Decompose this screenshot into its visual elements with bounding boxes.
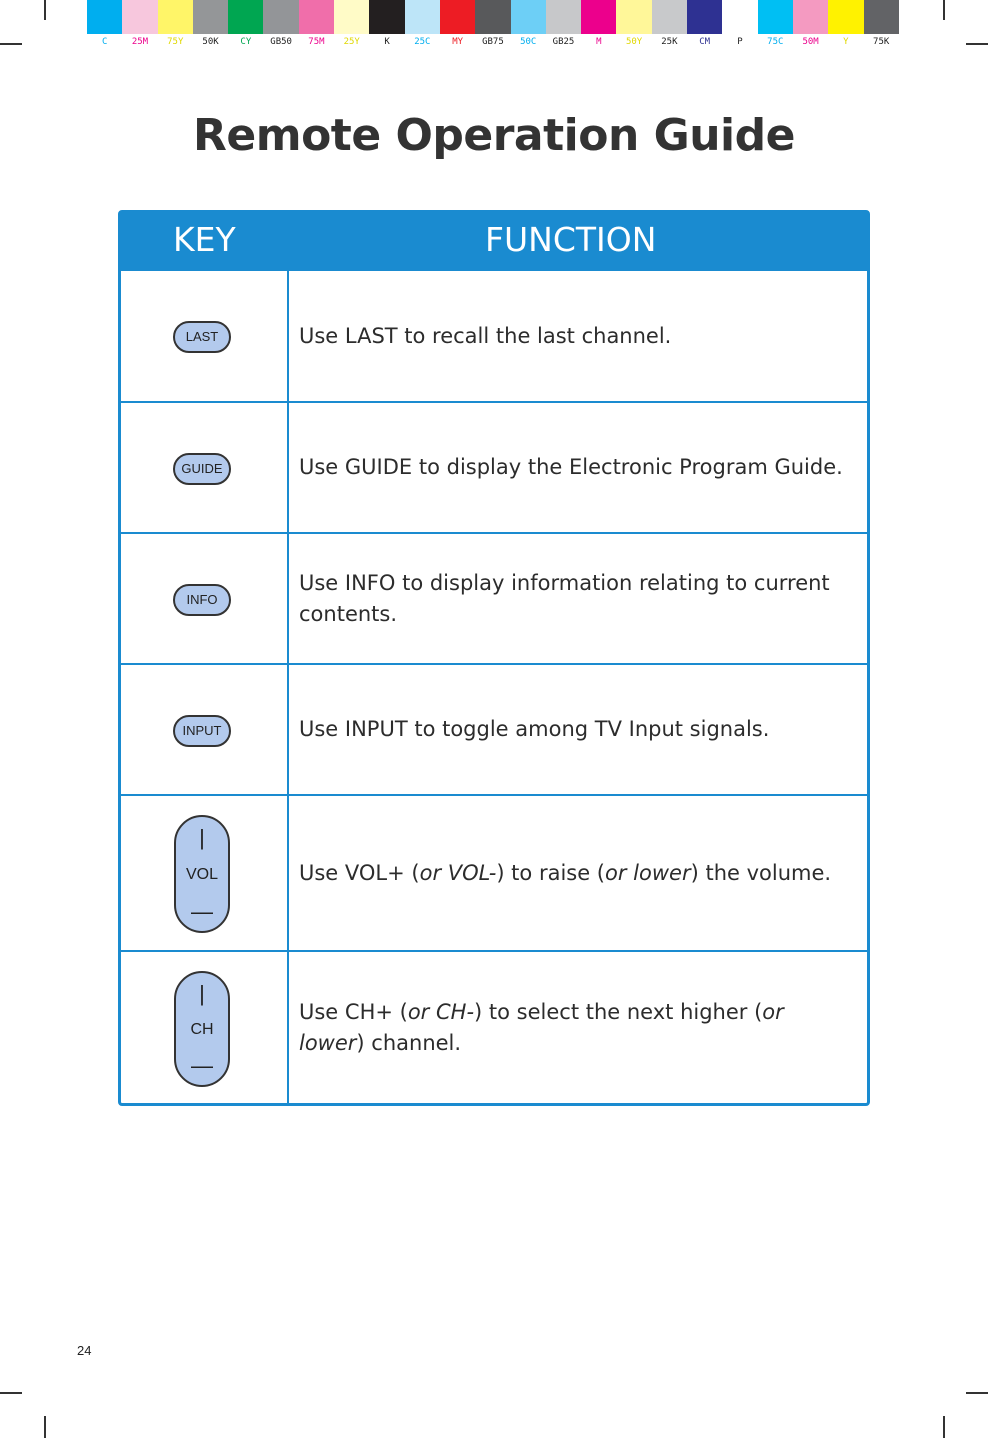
key-cell bbox=[121, 403, 289, 532]
minus-mark: — bbox=[191, 1052, 213, 1078]
color-swatch bbox=[440, 0, 475, 47]
function-description bbox=[299, 665, 847, 794]
color-swatch bbox=[263, 0, 298, 47]
swatch-label: 75M bbox=[308, 37, 325, 47]
color-swatch bbox=[369, 0, 404, 47]
crop-mark bbox=[966, 43, 988, 45]
table-header bbox=[121, 213, 867, 269]
text-run: ) the volume. bbox=[690, 860, 832, 885]
color-swatch bbox=[581, 0, 616, 47]
button-label: VOL bbox=[185, 866, 218, 883]
last-button-icon: LAST bbox=[173, 321, 231, 353]
color-swatch bbox=[334, 0, 369, 47]
minus-mark: — bbox=[191, 899, 213, 924]
swatch-label: GB25 bbox=[552, 37, 575, 47]
table-row bbox=[121, 794, 867, 950]
swatch-label: Y bbox=[843, 37, 849, 47]
function-text bbox=[299, 321, 671, 352]
ch-rocker-button-icon bbox=[174, 971, 230, 1087]
key-cell bbox=[121, 534, 289, 663]
color-swatch bbox=[405, 0, 440, 47]
swatch-label: P bbox=[737, 37, 743, 47]
page-number: 24 bbox=[77, 1343, 92, 1358]
swatch-label: 75C bbox=[767, 37, 784, 47]
swatch-label: 50Y bbox=[625, 37, 643, 47]
header-function: FUNCTION bbox=[485, 220, 657, 259]
color-swatch bbox=[616, 0, 651, 47]
function-description bbox=[299, 534, 847, 663]
italic-text: or lower bbox=[605, 860, 691, 885]
table-row bbox=[121, 401, 867, 532]
color-swatch bbox=[687, 0, 722, 47]
swatch-label: 75K bbox=[873, 37, 890, 47]
crop-mark bbox=[943, 1416, 945, 1438]
crop-mark bbox=[966, 1392, 988, 1394]
function-description bbox=[299, 271, 847, 401]
plus-mark: | bbox=[199, 825, 205, 850]
vol-rocker-button-icon bbox=[174, 815, 230, 933]
crop-mark bbox=[0, 1392, 22, 1394]
remote-guide-table bbox=[118, 210, 870, 1106]
swatch-label: 50C bbox=[520, 37, 537, 47]
color-swatch bbox=[122, 0, 157, 47]
swatch-label: GB75 bbox=[482, 37, 504, 47]
swatch-label: 25C bbox=[414, 37, 431, 47]
color-calibration-bar bbox=[87, 0, 899, 47]
function-text bbox=[299, 997, 847, 1059]
color-swatch bbox=[475, 0, 510, 47]
text-run: Use INFO to display information relating to current contents. bbox=[299, 570, 830, 626]
function-text bbox=[299, 568, 847, 630]
table-row bbox=[121, 269, 867, 401]
info-button-icon: INFO bbox=[173, 584, 231, 616]
swatch-label: C bbox=[101, 37, 108, 47]
color-swatch bbox=[158, 0, 193, 47]
key-cell bbox=[121, 796, 289, 950]
color-swatch bbox=[722, 0, 757, 47]
color-swatch bbox=[511, 0, 546, 47]
text-run: Use VOL+ ( bbox=[299, 860, 420, 885]
swatch-label: 50M bbox=[802, 37, 819, 47]
color-swatch bbox=[652, 0, 687, 47]
guide-button-icon: GUIDE bbox=[173, 453, 231, 485]
function-text bbox=[299, 452, 843, 483]
plus-mark: | bbox=[199, 980, 205, 1006]
button-label: CH bbox=[190, 1020, 214, 1038]
italic-text: or CH- bbox=[407, 999, 475, 1024]
text-run: ) channel. bbox=[356, 1030, 462, 1055]
text-run: Use INPUT to toggle among TV Input signals. bbox=[299, 717, 770, 741]
swatch-label: 25Y bbox=[343, 37, 360, 47]
text-run: Use GUIDE to display the Electronic Program Guide. bbox=[299, 455, 843, 479]
key-cell bbox=[121, 952, 289, 1103]
text-run: ) to select the next higher ( bbox=[474, 999, 763, 1024]
color-swatch bbox=[758, 0, 793, 47]
swatch-label: 75Y bbox=[167, 37, 184, 47]
swatch-label: K bbox=[384, 37, 390, 47]
crop-mark bbox=[44, 1416, 46, 1438]
header-key: KEY bbox=[173, 220, 236, 259]
function-text bbox=[299, 858, 831, 889]
swatch-label: CY bbox=[240, 37, 252, 47]
swatch-label: 50K bbox=[202, 37, 219, 47]
input-button-icon: INPUT bbox=[173, 715, 231, 747]
swatch-label: 25M bbox=[131, 37, 149, 47]
function-description bbox=[299, 796, 847, 950]
color-swatch bbox=[828, 0, 863, 47]
crop-mark bbox=[943, 0, 945, 20]
text-run: Use LAST to recall the last channel. bbox=[299, 323, 672, 348]
swatch-label: MY bbox=[452, 37, 464, 47]
key-cell bbox=[121, 271, 289, 401]
text-run: Use CH+ ( bbox=[299, 999, 408, 1024]
color-swatch bbox=[864, 0, 899, 47]
italic-text: or lower bbox=[299, 999, 784, 1055]
crop-mark bbox=[44, 0, 46, 20]
text-run: ) to raise ( bbox=[496, 860, 606, 885]
color-swatch bbox=[793, 0, 828, 47]
swatch-label: 25K bbox=[661, 37, 678, 47]
italic-text: or VOL- bbox=[419, 860, 497, 885]
table-row bbox=[121, 532, 867, 663]
function-description bbox=[299, 952, 847, 1103]
table-row bbox=[121, 663, 867, 794]
page-title: Remote Operation Guide bbox=[193, 110, 795, 161]
color-swatch bbox=[546, 0, 581, 47]
function-text bbox=[299, 714, 769, 745]
color-swatch bbox=[228, 0, 263, 47]
color-swatch bbox=[193, 0, 228, 47]
color-swatch bbox=[87, 0, 122, 47]
table-row bbox=[121, 950, 867, 1103]
color-swatch bbox=[299, 0, 334, 47]
crop-mark bbox=[0, 43, 22, 45]
function-description bbox=[299, 403, 847, 532]
swatch-label: GB50 bbox=[270, 37, 292, 47]
swatch-label: CM bbox=[699, 37, 711, 47]
key-cell bbox=[121, 665, 289, 794]
swatch-label: M bbox=[596, 37, 602, 47]
